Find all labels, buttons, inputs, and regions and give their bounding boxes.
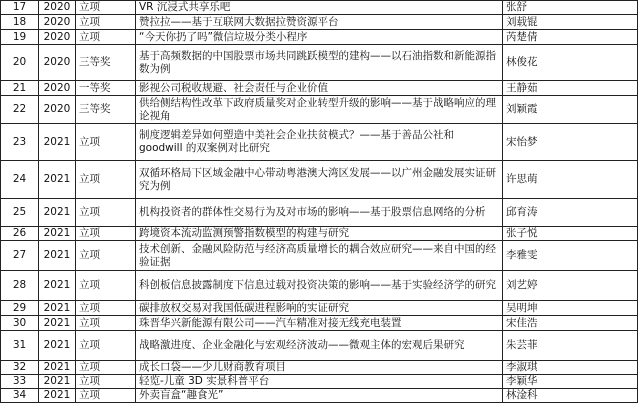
row-year: 2021 <box>39 227 76 241</box>
row-author: 林淦科 <box>503 389 638 403</box>
row-author: 宋佳浩 <box>503 316 638 331</box>
row-author: 王静茹 <box>503 81 638 96</box>
row-number: 21 <box>1 81 39 96</box>
row-number: 29 <box>1 301 39 316</box>
row-title: VR 沉浸式共享乐吧 <box>136 1 503 15</box>
row-number: 25 <box>1 199 39 227</box>
row-level: 立项 <box>76 30 136 45</box>
row-author: 邱育涛 <box>503 199 638 227</box>
row-number: 24 <box>1 161 39 199</box>
row-year: 2021 <box>39 331 76 361</box>
row-level: 一等奖 <box>76 81 136 96</box>
row-year: 2021 <box>39 389 76 403</box>
row-year: 2021 <box>39 161 76 199</box>
row-level: 立项 <box>76 301 136 316</box>
row-title: 碳排放权交易对我国低碳进程影响的实证研究 <box>136 301 503 316</box>
row-title: 影视公司税收规避、社会责任与企业价值 <box>136 81 503 96</box>
row-number: 22 <box>1 96 39 124</box>
table-row <box>1 271 638 301</box>
row-number: 27 <box>1 241 39 271</box>
row-author: 刘艺婷 <box>503 271 638 301</box>
row-number: 18 <box>1 15 39 30</box>
row-year: 2021 <box>39 316 76 331</box>
row-year: 2021 <box>39 124 76 161</box>
row-title: 外卖盲盒“趣食光” <box>136 389 503 403</box>
row-author: 芮楚倩 <box>503 30 638 45</box>
row-author: 刘载锟 <box>503 15 638 30</box>
table-row <box>1 81 638 96</box>
row-level: 立项 <box>76 227 136 241</box>
row-level: 立项 <box>76 199 136 227</box>
row-level: 立项 <box>76 161 136 199</box>
table-row <box>1 227 638 241</box>
table-row <box>1 30 638 45</box>
row-title: 赞拉拉——基于互联网大数据拉赞资源平台 <box>136 15 503 30</box>
row-year: 2020 <box>39 30 76 45</box>
row-title: “今天你扔了吗”微信垃圾分类小程序 <box>136 30 503 45</box>
row-title: 机构投资者的群体性交易行为及对市场的影响——基于股票信息网络的分析 <box>136 199 503 227</box>
row-number: 17 <box>1 1 39 15</box>
row-title: 战略激进度、企业金融化与宏观经济波动——微观主体的宏观后果研究 <box>136 331 503 361</box>
row-year: 2020 <box>39 1 76 15</box>
row-number: 28 <box>1 271 39 301</box>
row-level: 三等奖 <box>76 45 136 81</box>
row-year: 2021 <box>39 199 76 227</box>
row-author: 李颖华 <box>503 375 638 389</box>
table-row <box>1 241 638 271</box>
row-level: 立项 <box>76 389 136 403</box>
row-title: 珠晋华兴新能源有限公司——汽车精准对接无线充电装置 <box>136 316 503 331</box>
row-year: 2020 <box>39 15 76 30</box>
row-number: 32 <box>1 361 39 375</box>
row-title: 双循环格局下区域金融中心带动粤港澳大湾区发展——以广州金融发展实证研究为例 <box>136 161 503 199</box>
row-level: 立项 <box>76 241 136 271</box>
row-title: 制度逻辑差异如何塑造中美社会企业扶贫模式？——基于善品公社和 goodwill 的双案例对比研究 <box>136 124 503 161</box>
row-number: 34 <box>1 389 39 403</box>
row-author: 许思萌 <box>503 161 638 199</box>
row-number: 31 <box>1 331 39 361</box>
row-year: 2021 <box>39 241 76 271</box>
row-title: 跨境资本流动监测预警指数模型的构建与研究 <box>136 227 503 241</box>
row-level: 立项 <box>76 331 136 361</box>
row-title: 技术创新、金融风险防范与经济高质量增长的耦合效应研究——来自中国的经验证据 <box>136 241 503 271</box>
row-title: 成长口袋——少儿财商教育项目 <box>136 361 503 375</box>
row-author: 李雅雯 <box>503 241 638 271</box>
row-year: 2021 <box>39 271 76 301</box>
row-author: 林俊花 <box>503 45 638 81</box>
row-level: 立项 <box>76 361 136 375</box>
row-level: 立项 <box>76 1 136 15</box>
row-level: 立项 <box>76 15 136 30</box>
table-row <box>1 199 638 227</box>
row-author: 张子悦 <box>503 227 638 241</box>
row-level: 立项 <box>76 375 136 389</box>
row-level: 三等奖 <box>76 96 136 124</box>
table-row <box>1 15 638 30</box>
row-author: 李淑琪 <box>503 361 638 375</box>
row-number: 33 <box>1 375 39 389</box>
table-row <box>1 316 638 331</box>
row-author: 朱芸菲 <box>503 331 638 361</box>
table-row <box>1 161 638 199</box>
row-number: 20 <box>1 45 39 81</box>
row-year: 2020 <box>39 81 76 96</box>
row-level: 立项 <box>76 316 136 331</box>
row-author: 吴明坤 <box>503 301 638 316</box>
table-row <box>1 301 638 316</box>
row-year: 2021 <box>39 301 76 316</box>
row-level: 立项 <box>76 124 136 161</box>
row-number: 30 <box>1 316 39 331</box>
row-level: 立项 <box>76 271 136 301</box>
table-row <box>1 96 638 124</box>
row-number: 23 <box>1 124 39 161</box>
table-row <box>1 375 638 389</box>
table-row <box>1 1 638 15</box>
row-number: 26 <box>1 227 39 241</box>
table-row <box>1 361 638 375</box>
row-year: 2021 <box>39 375 76 389</box>
row-number: 19 <box>1 30 39 45</box>
row-year: 2020 <box>39 45 76 81</box>
row-author: 宋怡梦 <box>503 124 638 161</box>
row-title: 轻览-儿童 3D 实景科普平台 <box>136 375 503 389</box>
table-row <box>1 124 638 161</box>
table-row <box>1 331 638 361</box>
row-year: 2020 <box>39 96 76 124</box>
row-title: 供给侧结构性改革下政府质量奖对企业转型升级的影响——基于战略响应的理论视角 <box>136 96 503 124</box>
row-author: 刘颖霞 <box>503 96 638 124</box>
row-author: 张舒 <box>503 1 638 15</box>
row-title: 科创板信息披露制度下信息过载对投资决策的影响——基于实验经济学的研究 <box>136 271 503 301</box>
row-year: 2021 <box>39 361 76 375</box>
row-title: 基于高频数据的中国股票市场共同跳跃模型的建构——以石油指数和新能源指数为例 <box>136 45 503 81</box>
table-row <box>1 45 638 81</box>
table-row <box>1 389 638 403</box>
